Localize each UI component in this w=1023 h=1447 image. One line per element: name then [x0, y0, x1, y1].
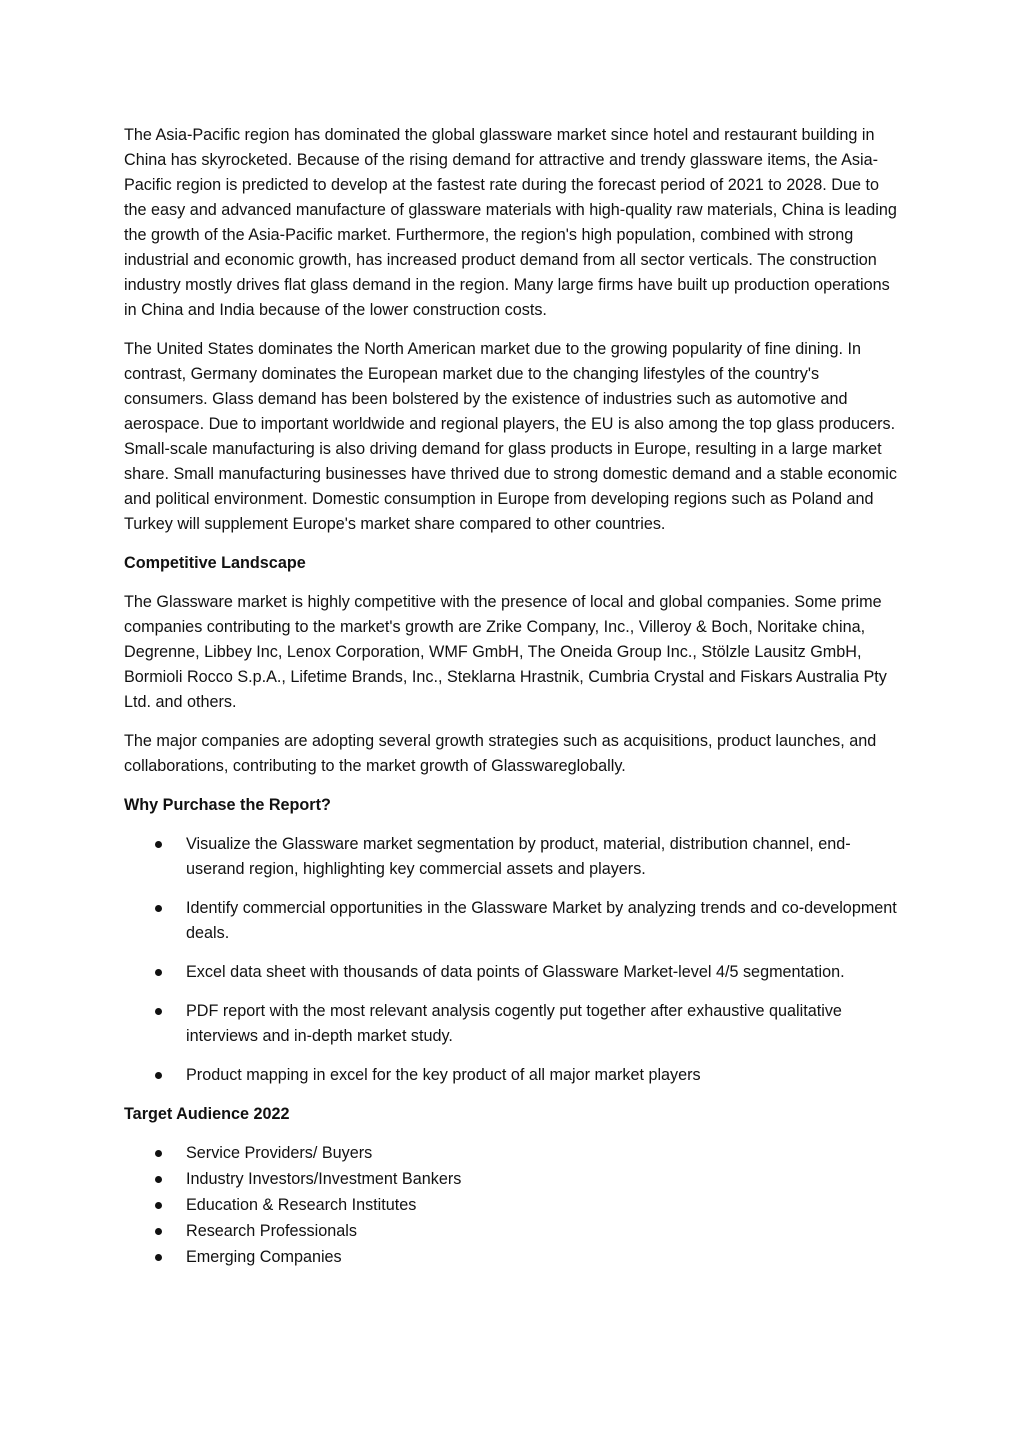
list-item-text: Education & Research Institutes: [186, 1196, 417, 1214]
bullet-icon: [155, 1254, 162, 1261]
list-item: [124, 999, 904, 1049]
paragraph-growth-strategies: The major companies are adopting several growth strategies such as acquisitions, product launches, and collaborations, contributing to the market growth of Glasswareglobally.: [124, 732, 877, 775]
list-item-text: Service Providers/ Buyers: [186, 1144, 373, 1162]
paragraph-asia-pacific: The Asia-Pacific region has dominated the global glassware market since hotel and restaurant building in China has skyrocketed. Because of the rising demand for attractive and trendy glassware items, the Asia-Pacific region is predicted to develop at the fastest rate during the forecast period of 2021 to 2028. Due to the easy and advanced manufacture of glassware materials with high-quality raw materials, China is leading the growth of the Asia-Pacific market. Furthermore, the region's high population, combined with strong industrial and economic growth, has increased product demand from all sector verticals. The construction industry mostly drives flat glass demand in the region. Many large firms have built up production operations in China and India because of the lower construction costs.: [124, 126, 897, 319]
target-audience-list: [124, 1141, 904, 1270]
list-item: [124, 1141, 904, 1166]
list-item: [124, 1245, 904, 1270]
bullet-icon: [155, 841, 162, 848]
paragraph-competitors: The Glassware market is highly competitive with the presence of local and global companies. Some prime companies contributing to the market's growth are Zrike Company, Inc., Villeroy & Boch, Noritake china, Degrenne, Libbey Inc, Lenox Corporation, WMF GmbH, The Oneida Group Inc., Stölzle Lausitz GmbH, Bormioli Rocco S.p.A., Lifetime Brands, Inc., Steklarna Hrastnik, Cumbria Crystal and Fiskars Australia Pty Ltd. and others.: [124, 593, 887, 711]
list-item: [124, 1167, 904, 1192]
list-item-text: Excel data sheet with thousands of data points of Glassware Market-level 4/5 segmentation.: [186, 963, 845, 981]
list-item: [124, 1219, 904, 1244]
list-item: [124, 896, 904, 946]
bullet-icon: [155, 1202, 162, 1209]
paragraph-north-america-europe: The United States dominates the North American market due to the growing popularity of fine dining. In contrast, Germany dominates the European market due to the changing lifestyles of the country's consumers. Glass demand has been bolstered by the existence of industries such as automotive and aerospace. Due to important worldwide and regional players, the EU is also among the top glass producers. Small-scale manufacturing is also driving demand for glass products in Europe, resulting in a large market share. Small manufacturing businesses have thrived due to strong domestic demand and a stable economic and political environment. Domestic consumption in Europe from developing regions such as Poland and Turkey will supplement Europe's market share compared to other countries.: [124, 340, 897, 533]
bullet-icon: [155, 1176, 162, 1183]
list-item-text: Visualize the Glassware market segmentation by product, material, distribution channel, end-userand region, highlighting key commercial assets and players.: [186, 835, 851, 878]
list-item: [124, 1063, 904, 1088]
why-purchase-list: [124, 832, 904, 1088]
list-item: [124, 1193, 904, 1218]
list-item: [124, 960, 904, 985]
heading-why-purchase: Why Purchase the Report?: [124, 796, 331, 814]
bullet-icon: [155, 905, 162, 912]
heading-target-audience: Target Audience 2022: [124, 1105, 290, 1123]
list-item-text: PDF report with the most relevant analysis cogently put together after exhaustive qualitative interviews and in-depth market study.: [186, 1002, 842, 1045]
bullet-icon: [155, 1008, 162, 1015]
bullet-icon: [155, 969, 162, 976]
list-item-text: Research Professionals: [186, 1222, 357, 1240]
document-page: [124, 123, 904, 1271]
list-item-text: Identify commercial opportunities in the Glassware Market by analyzing trends and co-development deals.: [186, 899, 897, 942]
list-item-text: Emerging Companies: [186, 1248, 342, 1266]
list-item-text: Industry Investors/Investment Bankers: [186, 1170, 462, 1188]
list-item-text: Product mapping in excel for the key product of all major market players: [186, 1066, 701, 1084]
heading-competitive-landscape: Competitive Landscape: [124, 554, 306, 572]
bullet-icon: [155, 1150, 162, 1157]
bullet-icon: [155, 1072, 162, 1079]
bullet-icon: [155, 1228, 162, 1235]
list-item: [124, 832, 904, 882]
